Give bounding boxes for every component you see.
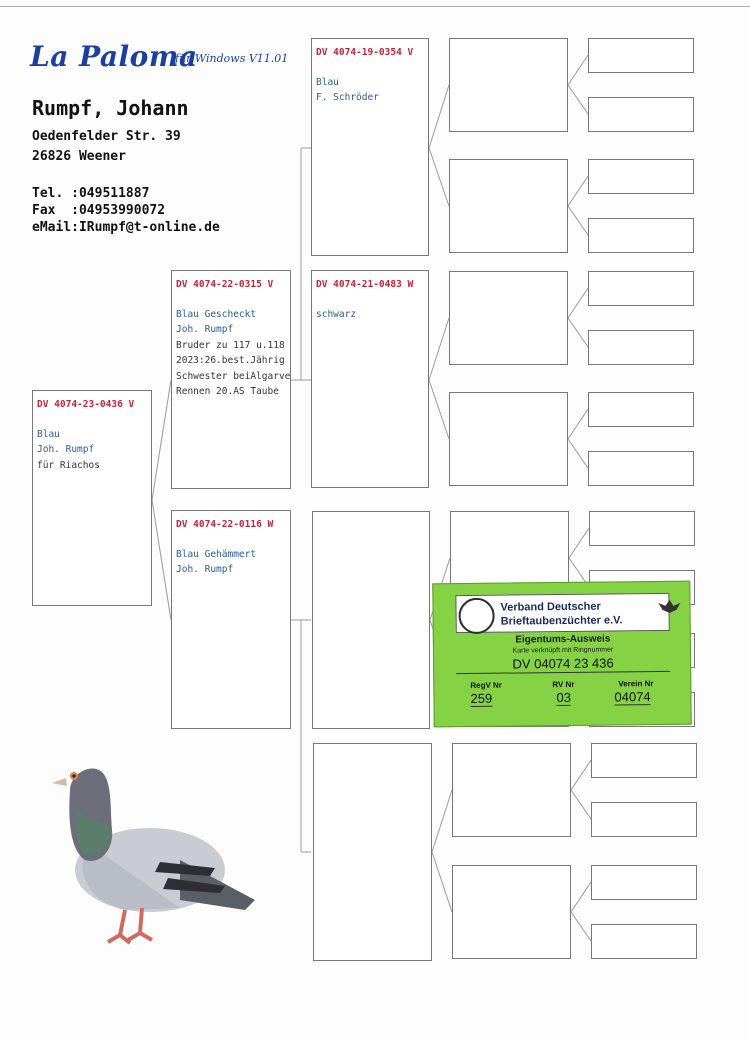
pigeon-box-gen5 (588, 38, 694, 73)
pigeon-box-gen4 (449, 271, 568, 365)
pigeon-box-gen5 (589, 511, 695, 546)
pigeon-box-mf (312, 511, 430, 729)
pigeon-note: Bruder zu 117 u.118 (176, 339, 285, 351)
verband-badge-icon (458, 598, 494, 634)
pigeon-breeder: Joh. Rumpf (37, 444, 95, 455)
pigeon-box-gen5 (591, 924, 697, 959)
ring-number: DV 4074-22-0116 W (176, 519, 274, 530)
pigeon-box-mother (171, 510, 291, 729)
pigeon-note: 2023:26.best.Jährig (176, 355, 285, 366)
pigeon-illustration (30, 750, 270, 960)
pigeon-box-gen4 (449, 159, 568, 253)
pigeon-box-gen5 (588, 159, 694, 194)
pigeon-box-gen5 (588, 392, 694, 427)
regv-value: 259 (470, 690, 493, 706)
pigeon-box-gen4 (449, 38, 568, 132)
pigeon-box-gen5 (588, 218, 694, 253)
card-organization (500, 599, 622, 628)
pigeon-box-gen5 (588, 271, 694, 306)
card-org-line1: Verband Deutscher (500, 600, 601, 614)
pigeon-box-gen5 (591, 865, 697, 900)
app-logo: La Paloma (30, 40, 198, 73)
card-title: Eigentums-Ausweis (515, 633, 611, 646)
pigeon-color: Blau Gehämmert (176, 548, 257, 560)
rv-value: 03 (556, 689, 572, 706)
owner-city: 26826 Weener (32, 149, 126, 164)
pigeon-box-subject (32, 390, 152, 606)
owner-contact: Tel. :049511887 Fax :04953990072 eMail:IRumpf@t-online.de (32, 186, 220, 235)
pigeon-breeder: Joh. Rumpf (176, 564, 234, 575)
pigeon-box-gen4 (452, 865, 571, 959)
card-header (455, 593, 669, 633)
pigeon-box-gen5 (591, 802, 697, 837)
pigeon-box-mm (313, 743, 432, 961)
verein-value: 04074 (614, 689, 651, 705)
ownership-card (432, 581, 691, 728)
card-subtitle: Karte verknüpft mit Ringnummer (512, 646, 614, 655)
pigeon-note: Schwester beiAlgarve (176, 370, 291, 382)
pigeon-note: für Riachos (37, 459, 100, 471)
ring-number: DV 4074-21-0483 W (316, 279, 414, 290)
ring-number: DV 4074-19-0354 V (316, 47, 414, 58)
pigeon-box-gen5 (588, 97, 694, 132)
pigeon-color: schwarz (316, 308, 357, 320)
pigeon-box-fm (311, 270, 429, 488)
pigeon-note: Rennen 20.AS Taube (176, 386, 279, 397)
app-version: für Windows V11.01 (175, 52, 289, 65)
pigeon-box-gen5 (591, 743, 697, 778)
pigeon-color: Blau (37, 428, 60, 440)
pigeon-box-ff (311, 38, 429, 256)
pigeon-box-gen5 (588, 330, 694, 365)
pigeon-box-gen4 (449, 392, 568, 486)
owner-address (32, 127, 181, 167)
ring-number: DV 4074-23-0436 V (37, 399, 135, 410)
pigeon-box-gen5 (588, 451, 694, 486)
pigeon-breeder: Joh. Rumpf (176, 324, 234, 335)
owner-street: Oedenfelder Str. 39 (32, 129, 181, 144)
pigeon-breeder: F. Schröder (316, 92, 379, 103)
pigeon-box-gen4 (452, 743, 571, 837)
card-org-line2: Brieftaubenzüchter e.V. (500, 614, 623, 628)
pigeon-color: Blau (316, 76, 339, 88)
eagle-icon (656, 597, 682, 615)
owner-name: Rumpf, Johann (32, 96, 189, 120)
verein-label: Verein Nr (618, 679, 654, 689)
regv-label: RegV Nr (470, 680, 502, 690)
pigeon-box-father (171, 270, 291, 489)
pigeon-color: Blau Gescheckt (176, 308, 257, 320)
ring-number: DV 4074-22-0315 V (176, 279, 274, 290)
rv-label: RV Nr (552, 679, 575, 690)
card-ring-number: DV 04074 23 436 (456, 655, 670, 674)
